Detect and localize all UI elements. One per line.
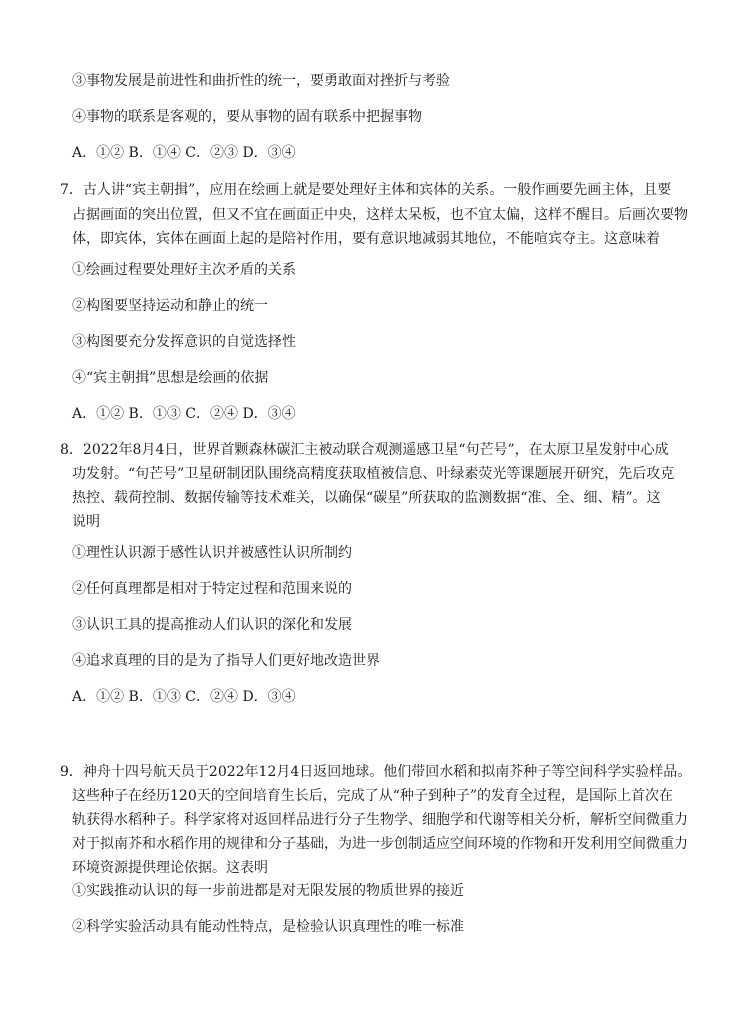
- q6-answer-choices: A．①② B．①④ C．②③ D．③④: [72, 145, 296, 161]
- q8-option-4: ④追求真理的目的是为了指导人们更好地改造世界: [72, 653, 380, 669]
- q8-stem-line-4: 说明: [72, 514, 100, 530]
- q8-stem-line-2: 功发射。“句芒号”卫星研制团队围绕高精度获取植被信息、叶绿素荧光等课题展开研究，先后攻克: [72, 466, 675, 482]
- q6-option-4: ④事物的联系是客观的，要从事物的固有联系中把握事物: [72, 109, 422, 125]
- q7-stem-line-1: 7．古人讲“宾主朝揖”，应用在绘画上就是要处理好主体和宾体的关系。一般作画要先画主体，且要: [60, 182, 672, 198]
- q8-option-2: ②任何真理都是相对于特定过程和范围来说的: [72, 581, 352, 597]
- q9-option-1: ①实践推动认识的每一步前进都是对无限发展的物质世界的接近: [72, 883, 464, 899]
- q7-option-2: ②构图要坚持运动和静止的统一: [72, 298, 268, 314]
- q9-stem-line-1: 9．神舟十四号航天员于2022年12月4日返回地球。他们带回水稻和拟南芥种子等空间科学实验样品。: [60, 764, 692, 780]
- q6-option-3: ③事物发展是前进性和曲折性的统一，要勇敢面对挫折与考验: [72, 73, 450, 89]
- q8-option-1: ①理性认识源于感性认识并被感性认识所制约: [72, 545, 352, 561]
- q9-stem-line-5: 环境资源提供理论依据。这表明: [72, 860, 268, 876]
- q9-stem-line-3: 轨获得水稻种子。科学家将对返回样品进行分子生物学、细胞学和代谢等相关分析，解析空间微重力: [72, 812, 688, 828]
- q7-option-4: ④“宾主朝揖”思想是绘画的依据: [72, 370, 269, 386]
- q8-answer-choices: A．①② B．①③ C．②④ D．③④: [72, 689, 296, 705]
- q7-answer-choices: A．①② B．①③ C．②④ D．③④: [72, 406, 296, 422]
- q7-option-1: ①绘画过程要处理好主次矛盾的关系: [72, 262, 296, 278]
- q9-stem-line-2: 这些种子在经历120天的空间培育生长后，完成了从“种子到种子”的发育全过程，是国际上首次在: [72, 788, 674, 804]
- q7-stem-line-2: 占据画面的突出位置，但又不宜在画面正中央，这样太呆板，也不宜太偏，这样不醒目。后画次要物: [72, 207, 688, 223]
- q8-option-3: ③认识工具的提高推动人们认识的深化和发展: [72, 617, 352, 633]
- q9-option-2: ②科学实验活动具有能动性特点，是检验认识真理性的唯一标准: [72, 919, 464, 935]
- q7-option-3: ③构图要充分发挥意识的自觉选择性: [72, 334, 296, 350]
- q9-stem-line-4: 对于拟南芥和水稻作用的规律和分子基础，为进一步创制适应空间环境的作物和开发利用空间微重力: [72, 836, 688, 852]
- q8-stem-line-1: 8．2022年8月4日，世界首颗森林碳汇主被动联合观测遥感卫星“句芒号”，在太原卫星发射中心成: [60, 442, 669, 458]
- q7-stem-line-3: 体，即宾体，宾体在画面上起的是陪衬作用，要有意识地减弱其地位，不能喧宾夺主。这意味着: [72, 231, 660, 247]
- q8-stem-line-3: 热控、载荷控制、数据传输等技术难关，以确保“碳星”所获取的监测数据“准、全、细、精”。这: [72, 490, 661, 506]
